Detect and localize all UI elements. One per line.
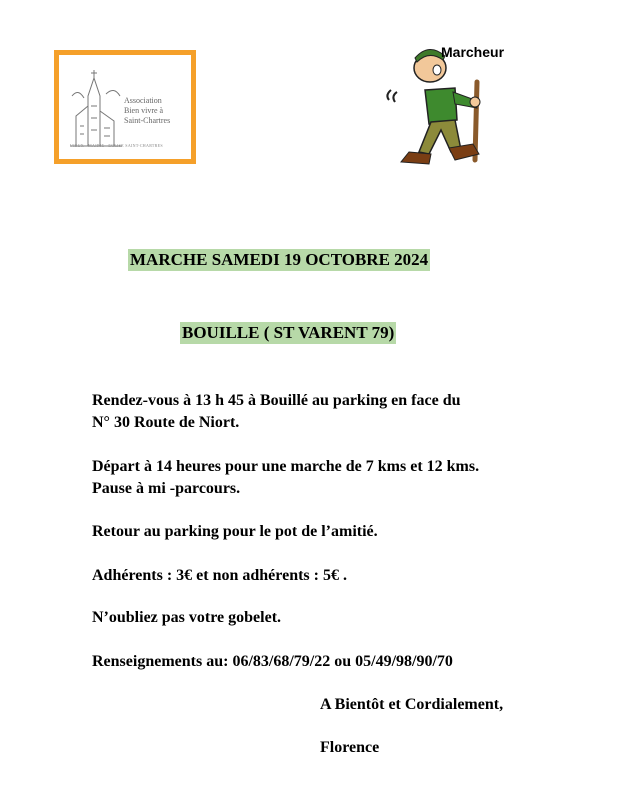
retour-text: Retour au parking pour le pot de l’amitié. <box>92 523 378 540</box>
walker-label: Marcheur <box>441 44 505 60</box>
logo-caption: VIEUX · MAIRIE · EGLISE SAINT-CHARTRES <box>70 143 163 148</box>
rdv-line-2: N° 30 Route de Niort. <box>92 414 240 431</box>
depart-line-2: Pause à mi -parcours. <box>92 480 241 497</box>
event-heading: MARCHE SAMEDI 19 OCTOBRE 2024 <box>130 250 429 269</box>
walker-cartoon-icon <box>385 40 535 175</box>
association-logo <box>54 50 196 164</box>
gobelet-text: N’oubliez pas votre gobelet. <box>92 609 282 626</box>
church-sketch-icon <box>68 66 124 150</box>
depart-line-1: Départ à 14 heures pour une marche de 7 kms et 12 kms. <box>92 458 480 475</box>
renseignements-text: Renseignements au: 06/83/68/79/22 ou 05/49/98/90/70 <box>92 653 453 670</box>
signature: Florence <box>320 739 380 756</box>
tarifs-text: Adhérents : 3€ et non adhérents : 5€ . <box>92 567 347 584</box>
location-heading: BOUILLE ( ST VARENT 79) <box>182 323 395 342</box>
closing-text: A Bientôt et Cordialement, <box>320 696 504 713</box>
rdv-line-1: Rendez-vous à 13 h 45 à Bouillé au parking en face du <box>92 392 461 409</box>
logo-text: Association Bien vivre à Saint-Chartres <box>124 96 171 125</box>
